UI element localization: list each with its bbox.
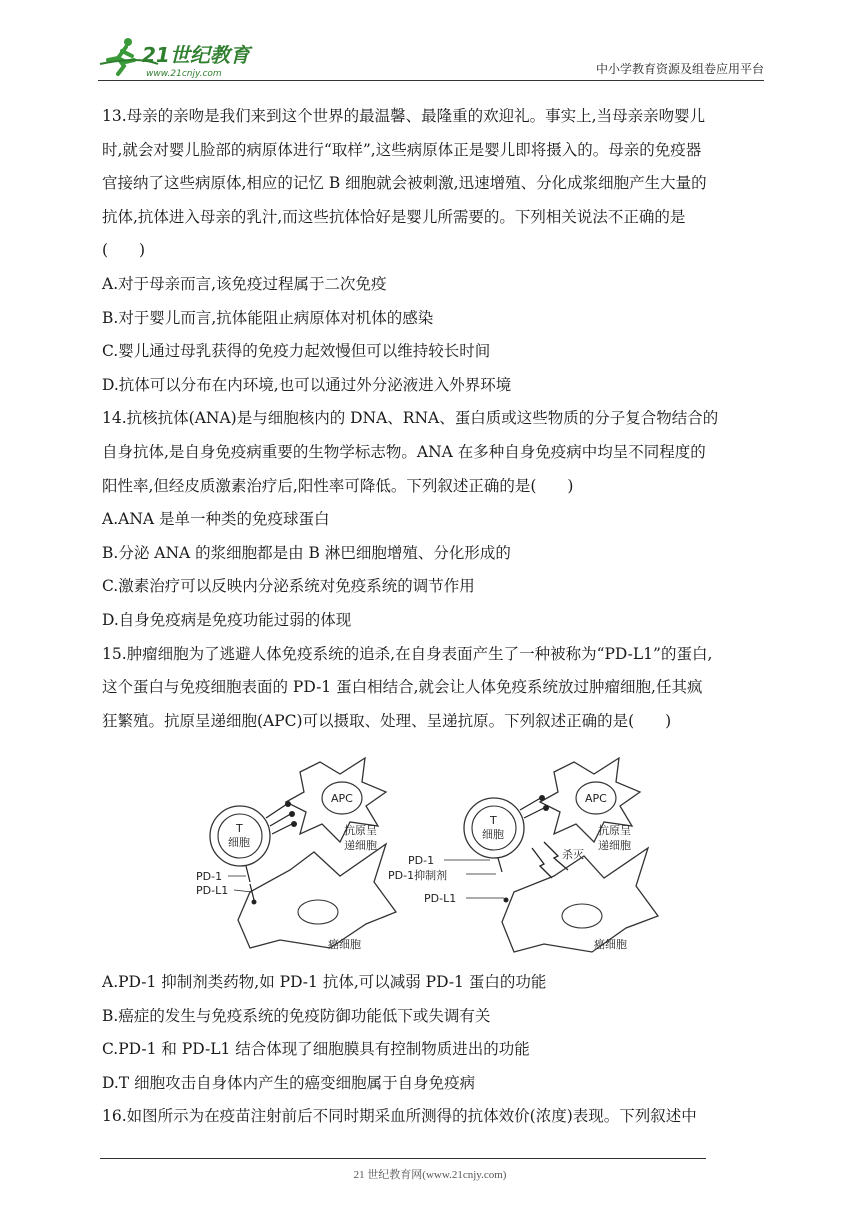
- question-14: [102, 402, 766, 637]
- t-cell-label-line2: 细胞: [228, 836, 250, 849]
- pd1-label: PD-1: [408, 854, 435, 867]
- option-d: D.T 细胞攻击自身体内产生的癌变细胞属于自身免疫病: [102, 1073, 476, 1092]
- pd1-label: PD-1: [196, 870, 223, 883]
- apc-desc-line1: 抗原呈: [344, 824, 377, 837]
- runner-logo-icon: [98, 34, 258, 80]
- cancer-cell-shape: [238, 844, 396, 948]
- t-cell-label-line1: T: [490, 814, 497, 827]
- question-13: [102, 100, 766, 402]
- option-b: B.对于婴儿而言,抗体能阻止病原体对机体的感染: [102, 308, 434, 327]
- apc-desc-line1: 抗原呈: [598, 824, 631, 837]
- pdl1-label: PD-L1: [424, 892, 457, 905]
- cancer-label: 癌细胞: [594, 938, 627, 951]
- site-logo[interactable]: [98, 34, 258, 80]
- cancer-cell-shape: [502, 848, 658, 952]
- apc-desc-line2: 递细胞: [344, 839, 377, 852]
- option-a: A.对于母亲而言,该免疫过程属于二次免疫: [102, 274, 387, 293]
- question-content-continued: [102, 966, 766, 1134]
- option-b: B.分泌 ANA 的浆细胞都是由 B 淋巴细胞增殖、分化形成的: [102, 543, 511, 562]
- question-text-line: 官接纳了这些病原体,相应的记忆 B 细胞就会被刺激,迅速增殖、分化成浆细胞产生大量的: [102, 174, 707, 193]
- option-c: C.婴儿通过母乳获得的免疫力起效慢但可以维持较长时间: [102, 342, 491, 361]
- header-divider: [98, 80, 764, 81]
- question-15: [102, 638, 766, 739]
- question-text-line: 时,就会对婴儿脸部的病原体进行“取样”,这些病原体正是婴儿即将摄入的。母亲的免疫器: [102, 140, 702, 159]
- option-a: A.ANA 是单一种类的免疫球蛋白: [102, 510, 330, 529]
- right-panel: [388, 758, 658, 952]
- question-text-line: 这个蛋白与免疫细胞表面的 PD-1 蛋白相结合,就会让人体免疫系统放过肿瘤细胞,任其疯: [102, 678, 703, 697]
- footer-divider: [100, 1158, 706, 1159]
- option-c: C.PD-1 和 PD-L1 结合体现了细胞膜具有控制物质进出的功能: [102, 1040, 530, 1059]
- kill-arrow-icon: [532, 848, 552, 878]
- option-d: D.自身免疫病是免疫功能过弱的体现: [102, 610, 352, 629]
- question-text-line: ( ): [102, 241, 146, 260]
- page-header: [98, 34, 764, 80]
- question-text-line: 阳性率,但经皮质激素治疗后,阳性率可降低。下列叙述正确的是( ): [102, 476, 574, 495]
- question-content: [102, 100, 766, 738]
- pd1-diagram: [190, 752, 670, 960]
- question-text-line: 14.抗核抗体(ANA)是与细胞核内的 DNA、RNA、蛋白质或这些物质的分子复合物结合的: [102, 409, 719, 428]
- question-text-line: 抗体,抗体进入母亲的乳汁,而这些抗体恰好是婴儿所需要的。下列相关说法不正确的是: [102, 207, 686, 226]
- question-text-line: 13.母亲的亲吻是我们来到这个世界的最温馨、最隆重的欢迎礼。事实上,当母亲亲吻婴儿: [102, 107, 706, 125]
- option-a: A.PD-1 抑制剂类药物,如 PD-1 抗体,可以减弱 PD-1 蛋白的功能: [102, 973, 547, 991]
- apc-desc-line2: 递细胞: [598, 839, 631, 852]
- t-cell-label-line1: T: [236, 822, 243, 835]
- kill-label: 杀灭: [562, 848, 584, 861]
- question-text-line: 狂繁殖。抗原呈递细胞(APC)可以摄取、处理、呈递抗原。下列叙述正确的是( ): [102, 711, 672, 730]
- option-c: C.激素治疗可以反映内分泌系统对免疫系统的调节作用: [102, 577, 475, 596]
- left-panel: [196, 758, 396, 951]
- option-d: D.抗体可以分布在内环境,也可以通过外分泌液进入外界环境: [102, 375, 512, 394]
- platform-name: 中小学教育资源及组卷应用平台: [595, 62, 764, 76]
- pdl1-label: PD-L1: [196, 884, 229, 897]
- question-text-line: 自身抗体,是自身免疫病重要的生物学标志物。ANA 在多种自身免疫病中均呈不同程度的: [102, 442, 706, 461]
- question-text-line: 15.肿瘤细胞为了逃避人体免疫系统的追杀,在自身表面产生了一种被称为“PD-L1”的蛋白,: [102, 644, 713, 663]
- logo-url: www.21cnjy.com: [146, 69, 222, 79]
- apc-label: APC: [331, 792, 353, 805]
- question-16-text: 16.如图所示为在疫苗注射前后不同时期采血所测得的抗体效价(浓度)表现。下列叙述中: [102, 1107, 697, 1126]
- apc-label: APC: [585, 792, 607, 805]
- option-b: B.癌症的发生与免疫系统的免疫防御功能低下或失调有关: [102, 1006, 491, 1025]
- cancer-label: 癌细胞: [328, 938, 361, 951]
- pd1-inhibitor-label: PD-1抑制剂: [388, 869, 448, 882]
- logo-text: 21世纪教育: [142, 43, 250, 67]
- footer-text[interactable]: 21 世纪教育网(www.21cnjy.com): [353, 1169, 507, 1181]
- t-cell-label-line2: 细胞: [482, 828, 504, 841]
